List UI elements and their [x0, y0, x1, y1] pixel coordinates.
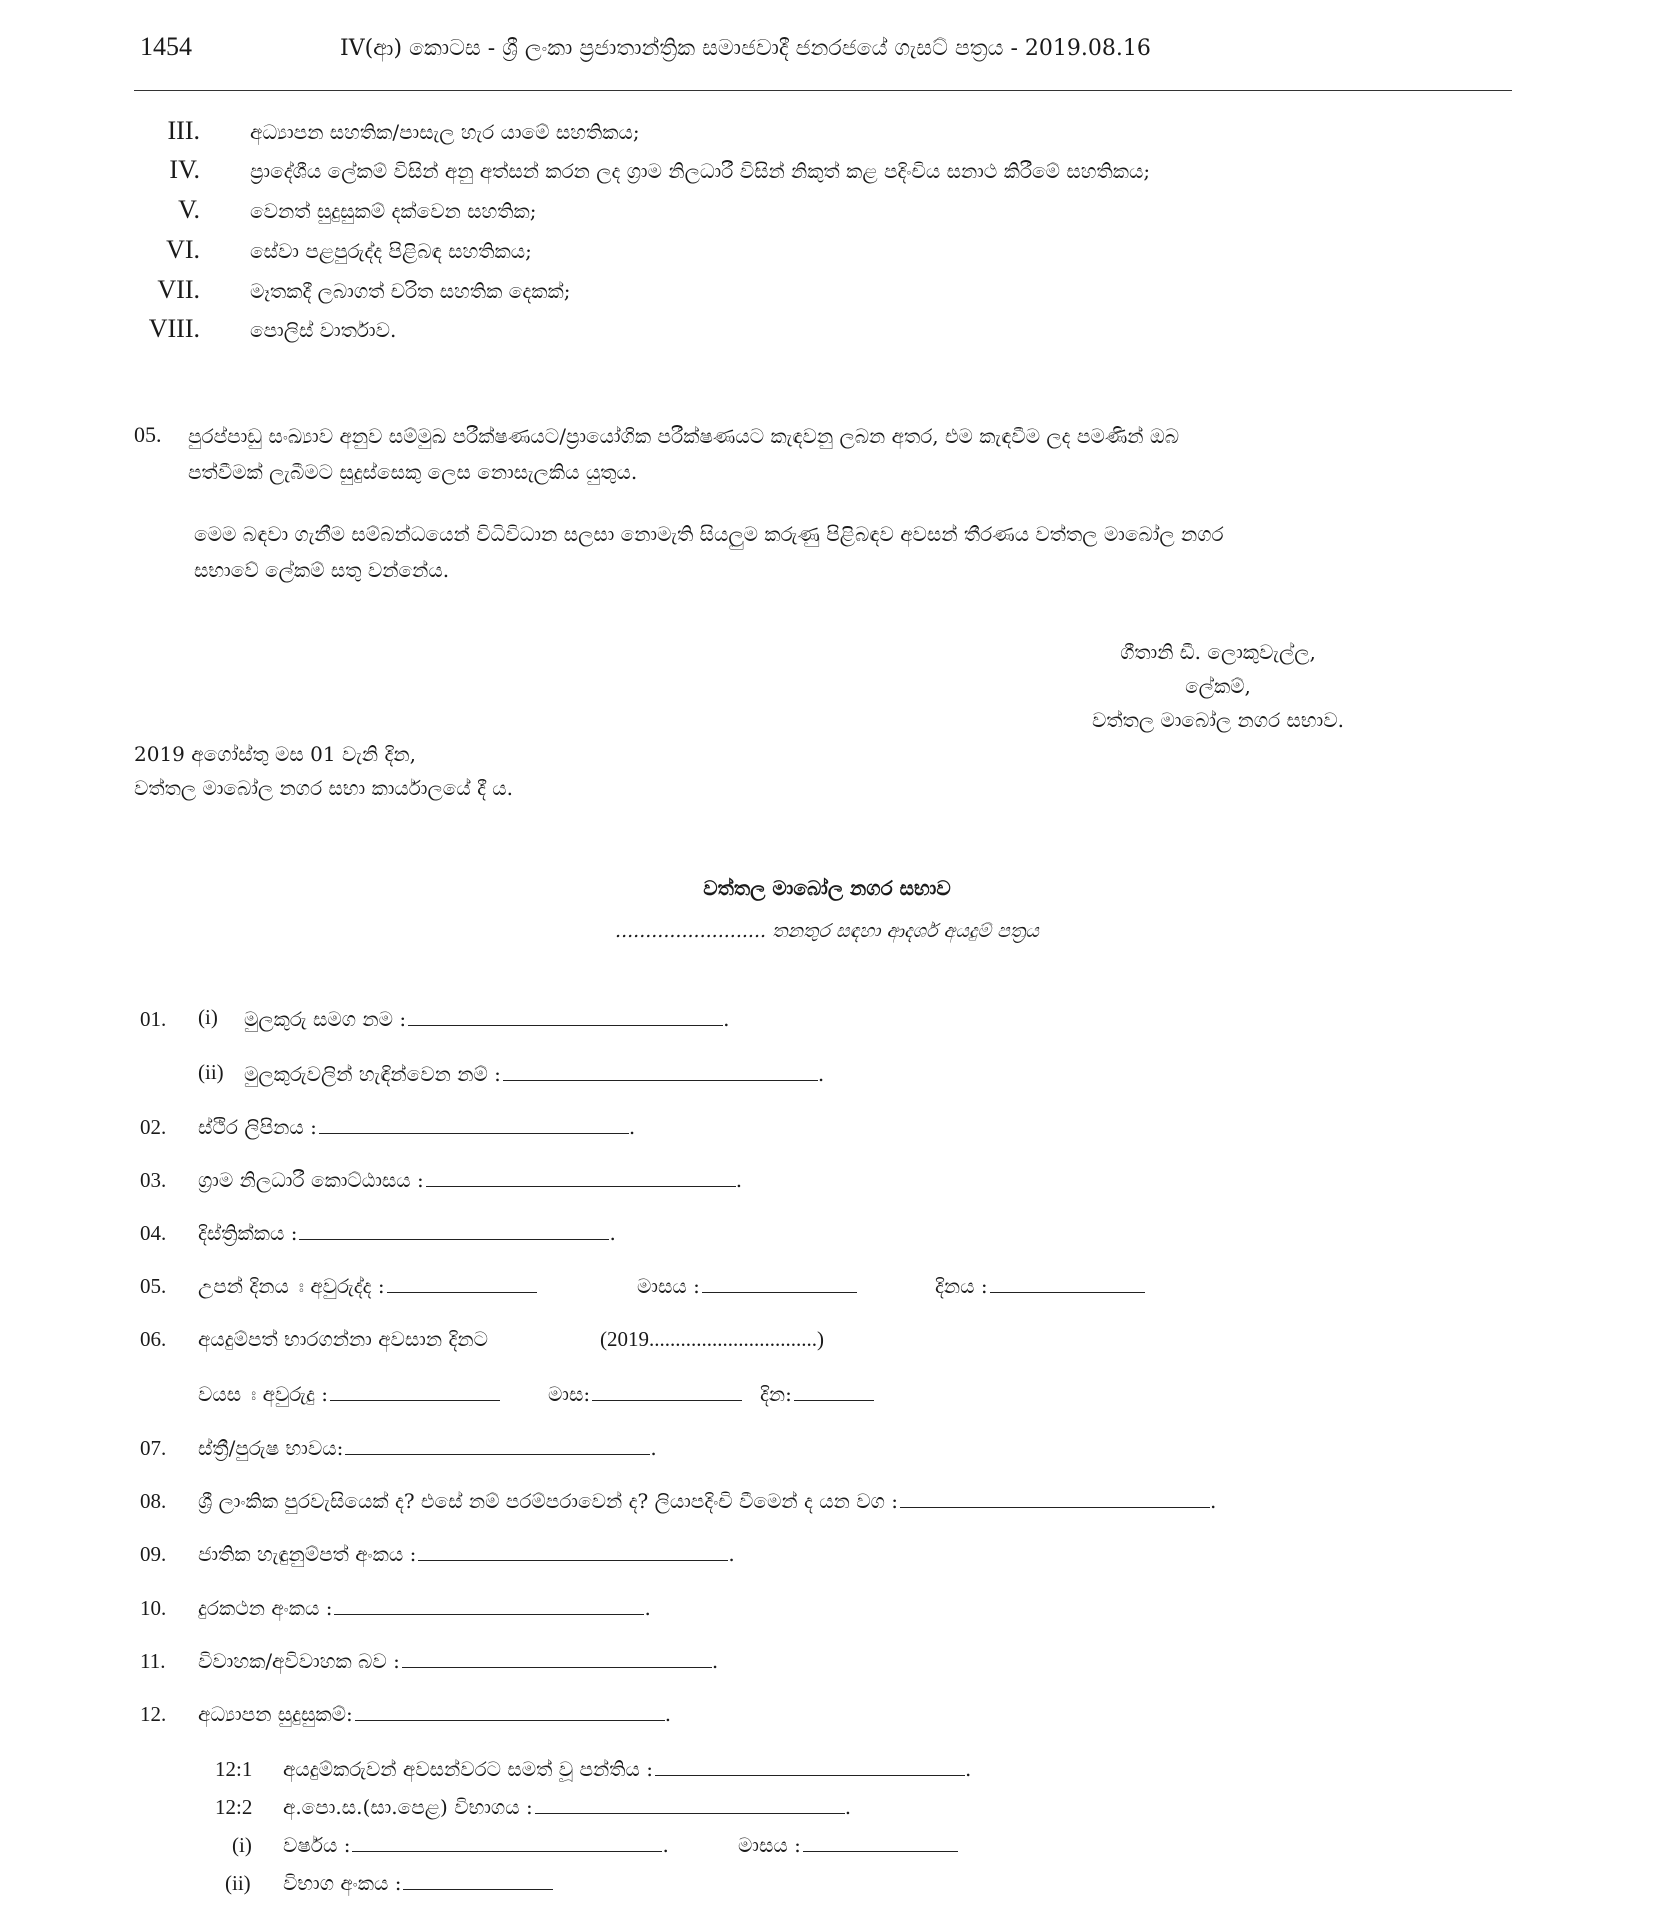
birth-day-field — [935, 1274, 1145, 1298]
list-item-text: අධ්‍යාපන සහතික/පාසැල හැර යාමේ සහතිකය; — [250, 120, 640, 144]
list-item-number: VI. — [166, 235, 200, 264]
list-item-number: VIII. — [148, 314, 200, 343]
marital-status-field: විවාහක/අවිවාහක බව : . — [198, 1649, 719, 1673]
gender-field: ස්ත්‍රී/පුරුෂ භාවය: . — [198, 1436, 657, 1460]
initials-name-field: මුලකුරුවලින් හැඳින්වෙන නම් : . — [244, 1062, 825, 1086]
age-years-blank[interactable] — [330, 1386, 500, 1401]
field-label: වර්ෂය : — [283, 1833, 351, 1857]
phone-number-field: දුරකථන අංකය : . — [198, 1596, 651, 1620]
citizenship-blank[interactable] — [900, 1493, 1210, 1508]
full-name-field: මුලකුරු සමග නම : . — [244, 1007, 730, 1031]
list-item-number: III. — [167, 116, 200, 145]
field-sub-number: (ii) — [198, 1060, 224, 1084]
list-item-number: VII. — [157, 275, 200, 304]
field-label: මාසය : — [738, 1833, 801, 1857]
section-05-number: 05. — [134, 422, 162, 447]
field-number: 07. — [140, 1436, 167, 1460]
permanent-address-field: ස්ථිර ලිපිනය : . — [198, 1115, 636, 1139]
exam-index-blank[interactable] — [403, 1875, 553, 1890]
signatory-organization: වත්තල මාබෝල නගර සභාව. — [1092, 708, 1344, 732]
closing-year: (2019................................) — [600, 1327, 824, 1351]
field-label: දින: — [760, 1382, 792, 1406]
age-months-field — [548, 1382, 742, 1406]
header-divider — [134, 90, 1512, 91]
field-number: 04. — [140, 1221, 167, 1245]
exam-month-field — [738, 1833, 958, 1857]
field-label: වයස ඃ අවුරුදු : — [198, 1382, 328, 1406]
education-qualifications-blank[interactable] — [355, 1706, 665, 1721]
field-label: ස්ත්‍රී/පුරුෂ භාවය: — [198, 1436, 344, 1460]
nic-number-blank[interactable] — [418, 1546, 728, 1561]
field-number: 06. — [140, 1327, 167, 1351]
birth-year-blank[interactable] — [387, 1278, 537, 1293]
list-item-text: වෙනත් සුදුසුකම් දක්වෙන සහතික; — [250, 199, 537, 223]
section-05-line-4: සභාවේ ලේකම් සතු වන්නේය. — [194, 558, 450, 582]
section-05-line-1: පුරප්පාඩු සංඛ්‍යාව අනුව සම්මුඛ පරීක්ෂණයට/ප්‍රායෝගික පරීක්ෂණයට කැඳවනු ලබන අතර, එම කැඳවීම ලද පමණින් ඔබ — [188, 424, 1180, 448]
exam-year-blank[interactable] — [352, 1837, 662, 1852]
list-item-number: IV. — [169, 155, 200, 184]
list-item-text: ප්‍රාදේශීය ලේකම් විසින් අනු අත්සන් කරන ලද ග්‍රාම නිලධාරී විසින් නිකුත් කළ පදිංචිය සනාථ කිරීමේ සහතිකය; — [250, 159, 1151, 183]
field-label: දිනය : — [935, 1274, 988, 1298]
field-number: 12. — [140, 1702, 167, 1726]
field-number: 05. — [140, 1274, 167, 1298]
initials-name-blank[interactable] — [503, 1066, 818, 1081]
last-grade-passed-blank[interactable] — [655, 1761, 965, 1776]
field-label: දිස්ත්‍රික්කය : — [198, 1221, 298, 1245]
form-subtitle: ......................... තනතුර සඳහා ආදර්ශ අයදුම් පත්‍රය — [615, 920, 1039, 942]
issue-place: වත්තල මාබෝල නගර සභා කාර්යාලයේ දී ය. — [134, 776, 514, 800]
district-field: දිස්ත්‍රික්කය : . — [198, 1221, 616, 1245]
age-days-field — [760, 1382, 874, 1406]
section-05-line-2: පත්වීමක් ලැබීමට සුදුස්සෙකු ලෙස නොසැලකිය යුතුය. — [188, 460, 638, 484]
list-item-text: පොලිස් වාර්තාව. — [250, 318, 397, 342]
exam-year-field: වර්ෂය : . — [283, 1833, 669, 1857]
age-at-closing-label: අයදුම්පත් භාරගන්නා අවසාන දිනට — [198, 1327, 488, 1351]
field-number: 09. — [140, 1542, 167, 1566]
field-number: 08. — [140, 1489, 167, 1513]
signatory-title: ලේකම්, — [1185, 674, 1251, 698]
exam-month-blank[interactable] — [803, 1837, 958, 1852]
gender-blank[interactable] — [345, 1440, 650, 1455]
field-label: අධ්‍යාපන සුදුසුකම්: — [198, 1702, 353, 1726]
field-label: මාස: — [548, 1382, 591, 1406]
field-label: උපන් දිනය ඃ අවුරුද්ද : — [198, 1274, 385, 1298]
gce-ol-exam-blank[interactable] — [535, 1799, 845, 1814]
marital-status-blank[interactable] — [402, 1653, 712, 1668]
field-label: මුලකුරු සමග නම : — [244, 1007, 407, 1031]
signatory-name: ගීතානි ඩී. ලොකුවැල්ල, — [1120, 640, 1316, 664]
birth-month-blank[interactable] — [702, 1278, 857, 1293]
field-label: විභාග අංකය : — [283, 1871, 402, 1895]
field-label: විවාහක/අවිවාහක බව : — [198, 1649, 400, 1673]
birth-day-blank[interactable] — [990, 1278, 1145, 1293]
gce-ol-exam-field: අ.පො.ස.(සා.පෙළ) විභාගය : . — [283, 1795, 852, 1819]
field-label: අ.පො.ස.(සා.පෙළ) විභාගය : — [283, 1795, 533, 1819]
issue-date: 2019 අගෝස්තු මස 01 වැනි දින, — [134, 742, 417, 766]
nic-number-field: ජාතික හැඳුනුම්පත් අංකය : . — [198, 1542, 735, 1566]
list-item-number: V. — [178, 195, 200, 224]
field-label: අයදුම්කරුවන් අවසන්වරට සමත් වූ පන්තිය : — [283, 1757, 654, 1781]
form-title: වත්තල මාබෝල නගර සභාව — [703, 876, 951, 900]
page-number: 1454 — [140, 32, 192, 61]
field-number: 02. — [140, 1115, 167, 1139]
list-item-text: සේවා පළපුරුද්ද පිළිබඳ සහතිකය; — [250, 239, 532, 263]
last-grade-passed-field: අයදුම්කරුවන් අවසන්වරට සමත් වූ පන්තිය : . — [283, 1757, 972, 1781]
field-sub-number: (ii) — [225, 1871, 251, 1895]
section-05-line-3: මෙම බඳවා ගැනීම සම්බන්ධයෙන් විධිවිධාන සලසා නොමැති සියලුම කරුණු පිළිබඳව අවසන් තීරණය වත්තල මාබෝල නගර — [194, 522, 1224, 546]
field-label: මාසය : — [637, 1274, 700, 1298]
field-sub-number: 12:2 — [215, 1795, 253, 1819]
gn-division-field: ග්‍රාම නිලධාරී කොට්ඨාසය : . — [198, 1168, 743, 1192]
district-blank[interactable] — [299, 1225, 609, 1240]
gazette-header-title: IV(ආ) කොටස - ශ්‍රී ලංකා ප්‍රජාතාන්ත්‍රික සමාජවාදී ජනරජයේ ගැසට් පත්‍රය - 2019.08.16 — [340, 36, 1151, 61]
birth-year-field — [198, 1274, 537, 1298]
field-label: දුරකථන අංකය : — [198, 1596, 333, 1620]
list-item-text: මෑතකදී ලබාගත් චරිත සහතික දෙකක්; — [250, 279, 571, 303]
field-sub-number: (i) — [232, 1833, 252, 1857]
phone-number-blank[interactable] — [334, 1600, 644, 1615]
field-label: ග්‍රාම නිලධාරී කොට්ඨාසය : — [198, 1168, 424, 1192]
age-days-blank[interactable] — [794, 1386, 874, 1401]
education-qualifications-field: අධ්‍යාපන සුදුසුකම්: . — [198, 1702, 672, 1726]
field-label: ස්ථිර ලිපිනය : — [198, 1115, 317, 1139]
field-number: 01. — [140, 1007, 167, 1031]
field-number: 11. — [140, 1649, 166, 1673]
field-label: ශ්‍රී ලාංකික පුරවැසියෙක් ද? එසේ නම් පරම්පරාවෙන් ද? ලියාපදිංචි වීමෙන් ද යන වග : — [198, 1489, 898, 1513]
citizenship-field: ශ්‍රී ලාංකික පුරවැසියෙක් ද? එසේ නම් පරම්පරාවෙන් ද? ලියාපදිංචි වීමෙන් ද යන වග : . — [198, 1489, 1217, 1513]
field-sub-number: 12:1 — [215, 1757, 253, 1781]
exam-index-field — [283, 1871, 553, 1895]
birth-month-field — [637, 1274, 857, 1298]
permanent-address-blank[interactable] — [319, 1119, 629, 1134]
gn-division-blank[interactable] — [426, 1172, 736, 1187]
field-number: 10. — [140, 1596, 167, 1620]
field-label: ජාතික හැඳුනුම්පත් අංකය : — [198, 1542, 417, 1566]
field-number: 03. — [140, 1168, 167, 1192]
field-sub-number: (i) — [198, 1005, 218, 1029]
field-label: මුලකුරුවලින් හැඳින්වෙන නම් : — [244, 1062, 501, 1086]
full-name-blank[interactable] — [408, 1011, 723, 1026]
age-years-field — [198, 1382, 500, 1406]
age-months-blank[interactable] — [592, 1386, 742, 1401]
